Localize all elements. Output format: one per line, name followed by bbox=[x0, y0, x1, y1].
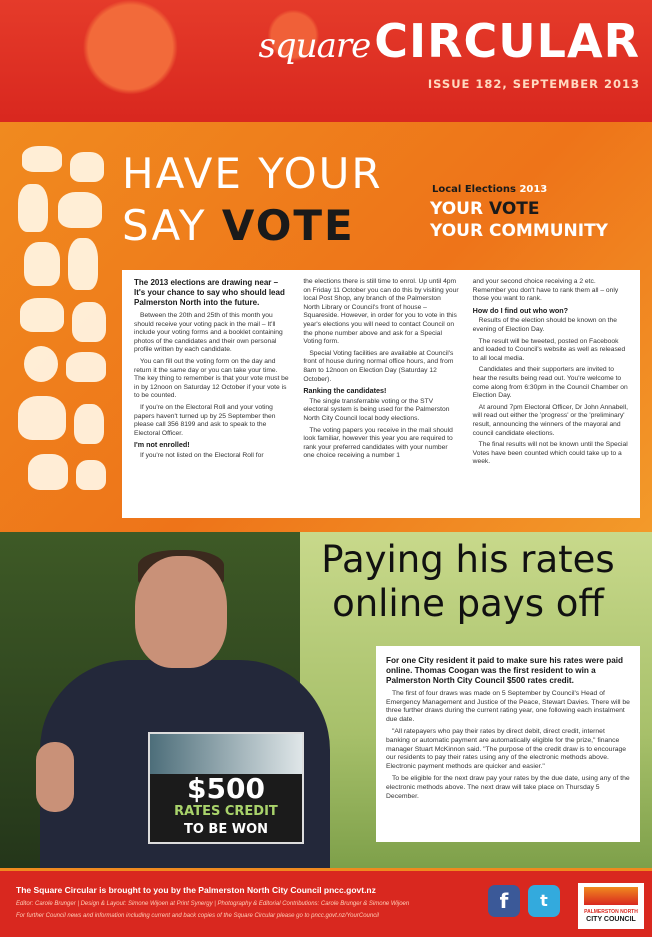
article-paragraph: Special Voting facilities are available at Council's front of house during normal office hours, and from 8am to 12noon on Election Day (Saturday 12 October). bbox=[303, 349, 454, 383]
sign-rates-credit: RATES CREDIT bbox=[174, 804, 278, 819]
masthead-title bbox=[258, 14, 640, 68]
twitter-icon[interactable]: t bbox=[528, 885, 560, 917]
council-logo bbox=[578, 883, 644, 929]
local-elections-year: 2013 bbox=[519, 184, 548, 195]
masthead-square: square bbox=[258, 26, 371, 66]
article-column-3 bbox=[473, 278, 628, 470]
article-paragraph: If you're not listed on the Electoral Roll for bbox=[140, 451, 264, 459]
vote-text: VOTE bbox=[488, 199, 540, 219]
facebook-icon[interactable]: f bbox=[488, 885, 520, 917]
your-vote-line bbox=[430, 198, 608, 220]
headline-say: SAY bbox=[122, 201, 222, 250]
your-community-line: YOUR COMMUNITY bbox=[430, 221, 608, 241]
article-paragraph: Results of the election should be known on the evening of Election Day. bbox=[472, 317, 617, 333]
footer bbox=[0, 868, 652, 937]
masthead-circular: CIRCULAR bbox=[374, 14, 640, 68]
your-text: YOUR bbox=[430, 199, 489, 219]
article-lead: The 2013 elections are drawing near – It's your chance to say who should lead Palmerston North into the future. bbox=[134, 278, 285, 307]
subheading-who-won: How do I find out who won? bbox=[472, 305, 569, 315]
council-logo-bottom: CITY COUNCIL bbox=[586, 916, 636, 923]
rates-headline bbox=[288, 538, 648, 626]
rates-paragraph: To be eligible for the next draw pay your rates by the due date, using any of the electronic methods above. The next draw will take place on Thursday 5 December. bbox=[386, 775, 630, 800]
article-paragraph: The result will be tweeted, posted on Facebook and loaded to Council's website as well as released to all local media. bbox=[472, 337, 626, 362]
headline-vote: VOTE bbox=[221, 201, 355, 250]
rates-section bbox=[0, 532, 652, 868]
council-logo-top: PALMERSTON NORTH bbox=[584, 909, 638, 915]
rates-headline-line1: Paying his rates bbox=[321, 538, 615, 581]
article-paragraph: You can fill out the voting form on the day and return it the same day or you can take your time. The key thing to remember is that your vote must be in by 12noon on Saturday 12 October if your vote is to be counted. bbox=[134, 357, 289, 400]
article-paragraph: The voting papers you receive in the mail should look familiar, however this year you are required to rank your preferred candidates with your number one choice receiving a number 1 bbox=[303, 426, 453, 460]
article-paragraph: Between the 20th and 25th of this month you should receive your voting pack in the mail – It'll include your voting forms and a booklet containing photos of the candidates and their own personal profile written by each candidate. bbox=[134, 312, 283, 354]
article-paragraph: At around 7pm Electoral Officer, Dr John Annabell, will read out either the 'progress' or the 'preliminary' result, announcing the winners of the mayoral and council candidate elections. bbox=[472, 403, 628, 437]
headline-line1: HAVE YOUR bbox=[122, 149, 383, 198]
council-mark-icon bbox=[584, 887, 638, 905]
election-article bbox=[122, 270, 640, 518]
local-elections-text: Local Elections bbox=[432, 184, 520, 195]
article-column-2 bbox=[303, 278, 458, 470]
election-section bbox=[0, 118, 652, 532]
headline-line2 bbox=[122, 200, 383, 252]
rates-paragraph: "All ratepayers who pay their rates by direct debit, direct credit, internet banking or automatic payment are automatically eligible for the prize," finance manager Stuart McKinnon said. "The purpose of the credit draw is to encourage our residents to pay their rates using any of the electronic methods above. Electronic payment methods are quicker and easier." bbox=[386, 728, 627, 770]
article-paragraph: the elections there is still time to enrol. Up until 4pm on Friday 11 October you can do this by visiting your local Post Shop, any branch of the Palmerston North Library or Council's front of house – Squareside. However, in order for you to vote in this year's elections you will need to contact Council on the phone number above and ask for a Special Voting form. bbox=[303, 278, 459, 346]
thumbs-up-icon bbox=[36, 742, 74, 812]
rates-headline-line2: online pays off bbox=[332, 582, 604, 625]
masthead-banner bbox=[0, 0, 652, 118]
sign-laptop-image bbox=[150, 734, 302, 774]
subheading-ranking: Ranking the candidates! bbox=[303, 386, 387, 396]
article-paragraph: If you're on the Electoral Roll and your voting papers haven't turned up by 25 September then please call 356 8199 and ask to speak to the Electoral Officer. bbox=[134, 403, 276, 437]
rates-credit-sign bbox=[148, 732, 304, 844]
subheading-not-enrolled: I'm not enrolled! bbox=[134, 440, 190, 450]
article-column-1 bbox=[134, 278, 289, 470]
your-vote-badge bbox=[430, 198, 608, 242]
sign-to-be-won: TO BE WON bbox=[183, 822, 269, 837]
sign-amount: $500 bbox=[187, 772, 265, 805]
local-elections-label bbox=[432, 184, 547, 195]
footer-more-info: For further Council news and information including current and back copies of the Square Circular please go to pncc.govt.nz/YourCouncil bbox=[16, 913, 379, 919]
article-paragraph: and your second choice receiving a 2 etc. Remember you don't have to rank them all – only those you want to rank. bbox=[472, 278, 619, 303]
community-silhouettes-icon bbox=[14, 142, 118, 522]
rates-paragraph: The first of four draws was made on 5 September by Council's Head of Emergency Management and Justice of the Peace, Stewart Davies. There will be three further draws during the current rating year, one following each instalment due date. bbox=[386, 690, 630, 723]
election-headline bbox=[122, 148, 383, 252]
article-paragraph: The final results will not be known until the Special Votes have been counted which could take up to a week. bbox=[472, 441, 628, 466]
article-paragraph: The single transferrable voting or the STV electoral system is being used for the Palmerston North City Council local body elections. bbox=[303, 397, 450, 422]
rates-lead: For one City resident it paid to make sure his rates were paid online. Thomas Coogan was the first resident to win a Palmerston North City Council $500 rates credit. bbox=[386, 656, 624, 685]
man-photo-face bbox=[135, 556, 227, 668]
rates-article bbox=[376, 646, 640, 842]
article-paragraph: Candidates and their supporters are invited to hear the results being read out. You're welcome to come along from 6:30pm in the Council Chamber on Election Day. bbox=[472, 366, 628, 400]
footer-credit: The Square Circular is brought to you by the Palmerston North City Council pncc.govt.nz bbox=[16, 885, 376, 895]
footer-editors: Editor: Carole Brunger | Design & Layout: Simone Wijoen at Print Synergy | Photography & Editorial Contributions: Carole Brunger & Simone Wijoen bbox=[16, 901, 410, 907]
issue-line: ISSUE 182, SEPTEMBER 2013 bbox=[427, 77, 640, 91]
